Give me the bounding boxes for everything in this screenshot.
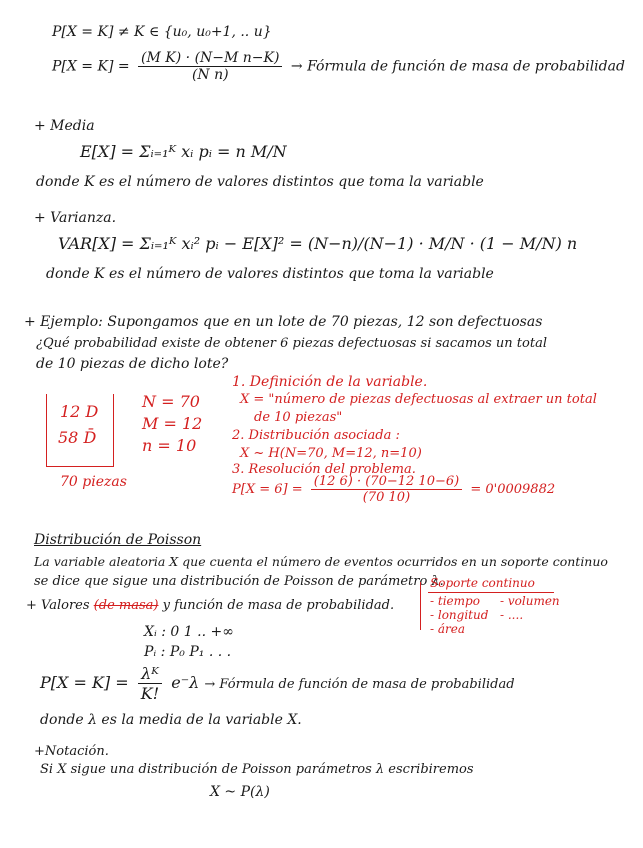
lot-label: 70 piezas	[60, 474, 127, 490]
poisson-title: Distribución de Poisson	[34, 532, 202, 548]
poisson-pmf-fraction	[138, 664, 162, 703]
step1-line1: X = "número de piezas defectuosas al extraer un total	[240, 392, 597, 407]
support-bracket	[420, 582, 421, 630]
poisson-pmf-note: → Fórmula de función de masa de probabilidad	[204, 677, 515, 692]
support-item-tiempo: - tiempo	[430, 594, 480, 608]
poisson-valores	[26, 598, 394, 613]
valores-struck: (de masa)	[93, 598, 159, 613]
poisson-values-row: Xᵢ : 0 1 .. +∞	[144, 624, 234, 640]
poisson-pmf-numerator: λᴷ	[138, 664, 162, 684]
step2-formula: X ~ H(N=70, M=12, n=10)	[240, 446, 422, 461]
step3-denominator: (70 10)	[362, 490, 411, 505]
media-note: donde K es el número de valores distintos que toma la variable	[36, 174, 484, 190]
support-item-longitud: - longitud	[430, 608, 489, 622]
poisson-lambda-note: donde λ es la media de la variable X.	[40, 712, 302, 728]
param-n: n = 10	[142, 436, 197, 455]
param-M: M = 12	[142, 414, 203, 433]
variance-formula: VAR[X] = Σᵢ₌₁ᴷ xᵢ² pᵢ − E[X]² = (N−n)/(N−1) · M/N · (1 − M/N) n	[58, 234, 578, 253]
hypergeo-pmf-lhs: P[X = K] =	[52, 58, 130, 75]
poisson-pmf	[40, 664, 515, 703]
step3-formula	[232, 474, 555, 505]
step3-lhs: P[X = 6] =	[232, 482, 303, 497]
valores-prefix: + Valores	[26, 598, 90, 613]
lot-defective: 12 D	[60, 402, 99, 421]
notation-formula: X ~ P(λ)	[210, 784, 270, 800]
support-title: Soporte continuo	[430, 576, 535, 590]
hypergeo-pmf-numerator: (M K) · (N−M n−K)	[138, 50, 282, 67]
media-formula: E[X] = Σᵢ₌₁ᴷ xᵢ pᵢ = n M/N	[80, 142, 287, 161]
notation-line: Si X sigue una distribución de Poisson parámetros λ escribiremos	[40, 762, 474, 777]
step3-result: = 0'0009882	[470, 482, 556, 497]
poisson-desc-2: se dice que sigue una distribución de Poisson de parámetro λ.	[34, 574, 444, 589]
step3-title: 3. Resolución del problema.	[232, 462, 416, 477]
param-N: N = 70	[142, 392, 200, 411]
support-item-volumen: - volumen	[500, 594, 560, 608]
media-title: + Media	[34, 118, 95, 134]
lot-nondefective: 58 D̄	[58, 428, 97, 447]
poisson-pmf-lhs: P[X = K] =	[40, 673, 129, 692]
poisson-pmf-exp: e⁻λ	[171, 673, 200, 692]
variance-title: + Varianza.	[34, 210, 117, 226]
support-underline	[428, 592, 554, 593]
hypergeo-pmf-fraction	[138, 50, 282, 83]
example-intro-1: + Ejemplo: Supongamos que en un lote de 70 piezas, 12 son defectuosas	[24, 314, 543, 330]
poisson-probs-row: Pᵢ : P₀ P₁ . . .	[144, 644, 232, 660]
poisson-pmf-denominator: K!	[140, 684, 160, 703]
variance-note: donde K es el número de valores distintos que toma la variable	[46, 266, 494, 282]
example-intro-3: de 10 piezas de dicho lote?	[36, 356, 229, 372]
step3-fraction	[311, 474, 462, 505]
example-intro-2: ¿Qué probabilidad existe de obtener 6 piezas defectuosas si sacamos un total	[36, 336, 547, 351]
hypergeo-pmf-denominator: (N n)	[191, 67, 229, 83]
hypergeo-pmf-note: → Fórmula de función de masa de probabilidad	[290, 58, 625, 75]
support-item-dots: - ....	[500, 608, 524, 622]
step1-title: 1. Definición de la variable.	[232, 374, 428, 390]
hypergeo-support-line: P[X = K] ≠ K ∈ {u₀, u₀+1, .. u}	[52, 24, 272, 40]
notation-title: +Notación.	[34, 744, 109, 759]
step1-line2: de 10 piezas"	[254, 410, 343, 425]
hypergeo-pmf	[52, 50, 625, 83]
step2-title: 2. Distribución asociada :	[232, 428, 400, 443]
step3-numerator: (12 6) · (70−12 10−6)	[311, 474, 462, 490]
poisson-desc-1: La variable aleatoria X que cuenta el número de eventos ocurridos en un soporte continuo	[34, 554, 608, 569]
support-item-area: - área	[430, 622, 466, 636]
valores-suffix: y función de masa de probabilidad.	[162, 598, 395, 613]
